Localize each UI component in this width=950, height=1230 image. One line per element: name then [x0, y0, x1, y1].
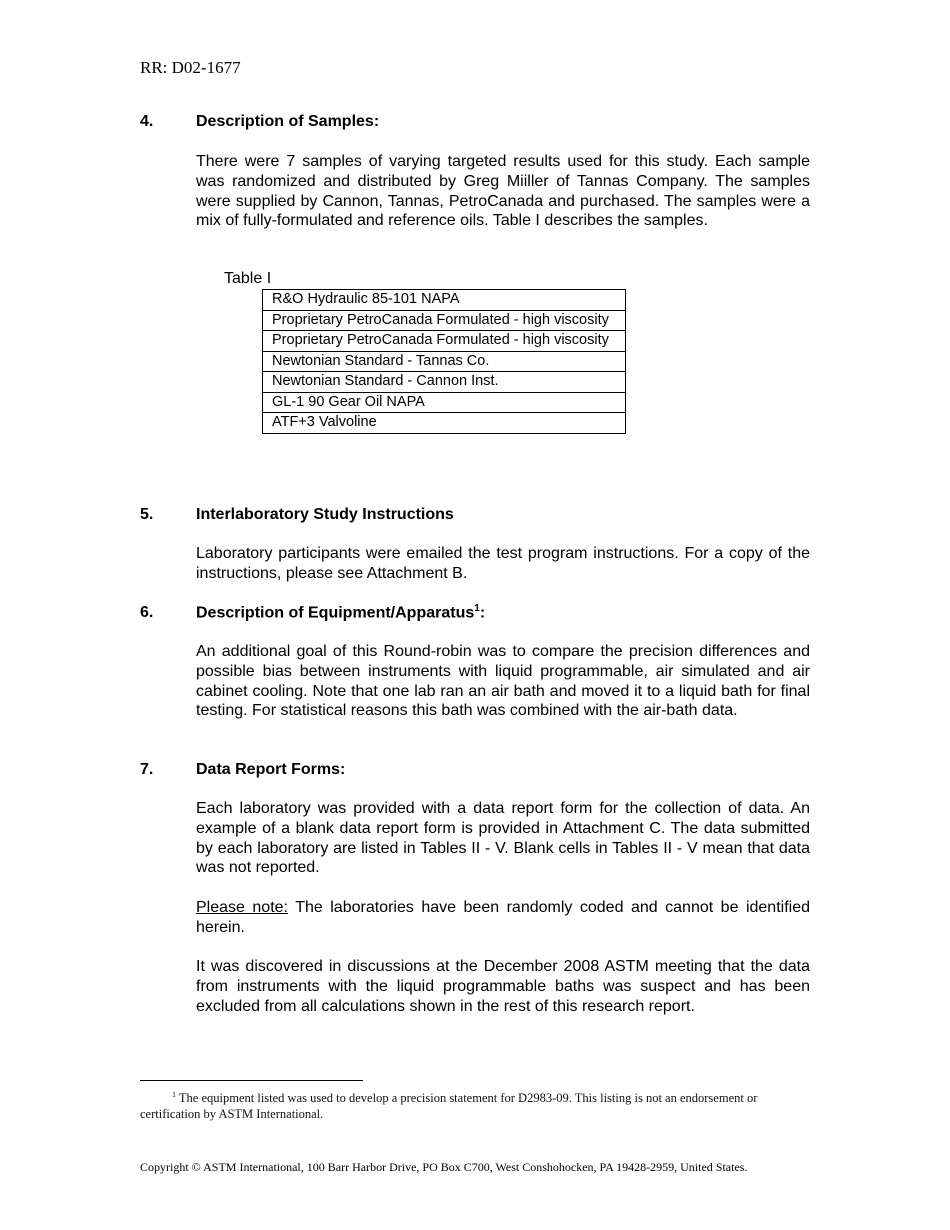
note-text: The laboratories have been randomly coded and cannot be identified herein. — [196, 899, 810, 936]
section-5-heading — [140, 506, 454, 524]
footnote-divider — [140, 1080, 363, 1081]
report-id: RR: D02-1677 — [140, 58, 241, 77]
samples-table — [262, 289, 626, 434]
table-cell: Newtonian Standard - Cannon Inst. — [263, 372, 626, 393]
copyright-notice: Copyright © ASTM International, 100 Barr Harbor Drive, PO Box C700, West Conshohocken, PA 19428-2959, United States. — [140, 1160, 748, 1174]
section-title: Data Report Forms: — [196, 761, 346, 778]
note-label: Please note: — [196, 899, 288, 916]
section-title-suffix: : — [479, 604, 486, 622]
table-cell: R&O Hydraulic 85-101 NAPA — [263, 290, 626, 311]
section-4-body: There were 7 samples of varying targeted results used for this study. Each sample was randomized and distributed by Greg Miiller of Tannas Company. The samples were supplied by Cannon, Tannas, PetroCanada and purchased. The samples were a mix of fully-formulated and reference oils. Table I describes the samples. — [196, 153, 810, 230]
table-row — [263, 392, 626, 413]
section-title: Description of Equipment/Apparatus — [196, 604, 475, 622]
footnote — [140, 1087, 810, 1122]
section-4-heading — [140, 113, 379, 131]
table-cell: Newtonian Standard - Tannas Co. — [263, 351, 626, 372]
section-title: Description of Samples: — [196, 113, 380, 130]
section-number: 4. — [140, 113, 154, 130]
table-row — [263, 351, 626, 372]
section-5-body: Laboratory participants were emailed the test program instructions. For a copy of the instructions, please see Attachment B. — [196, 545, 810, 582]
table-row — [263, 290, 626, 311]
section-number: 6. — [140, 604, 154, 622]
table-cell: GL-1 90 Gear Oil NAPA — [263, 392, 626, 413]
section-7-conclusion: It was discovered in discussions at the December 2008 ASTM meeting that the data from instruments with the liquid programmable baths was suspect and has been excluded from all calculations shown in the rest of this research report. — [196, 958, 810, 1015]
footnote-text: The equipment listed was used to develop a precision statement for D2983-09. This listing is not an endorsement or certification by ASTM International. — [140, 1091, 758, 1122]
footnote-marker: 1 — [474, 603, 480, 614]
table-row — [263, 372, 626, 393]
section-7-body: Each laboratory was provided with a data report form for the collection of data. An example of a blank data report form is provided in Attachment C. The data submitted by each laboratory are listed in Tables II - V. Blank cells in Tables II - V mean that data was not reported. — [196, 800, 810, 877]
table-row — [263, 310, 626, 331]
section-number: 7. — [140, 761, 154, 778]
section-number: 5. — [140, 506, 154, 523]
footnote-marker: 1 — [172, 1090, 176, 1099]
section-6-heading — [140, 603, 485, 622]
section-6-body: An additional goal of this Round-robin was to compare the precision differences and possible bias between instruments with liquid programmable, air simulated and air cabinet cooling. Note that one lab ran an air bath and moved it to a liquid bath for final testing. For statistical reasons this bath was combined with the air-bath data. — [196, 643, 810, 720]
section-7-heading — [140, 761, 345, 779]
table-row — [263, 413, 626, 434]
section-title: Interlaboratory Study Instructions — [196, 506, 454, 523]
section-7-note — [196, 898, 810, 938]
table-row — [263, 331, 626, 352]
table-cell: ATF+3 Valvoline — [263, 413, 626, 434]
table-cell: Proprietary PetroCanada Formulated - high viscosity — [263, 331, 626, 352]
table-cell: Proprietary PetroCanada Formulated - high viscosity — [263, 310, 626, 331]
table-caption: Table I — [224, 270, 272, 287]
